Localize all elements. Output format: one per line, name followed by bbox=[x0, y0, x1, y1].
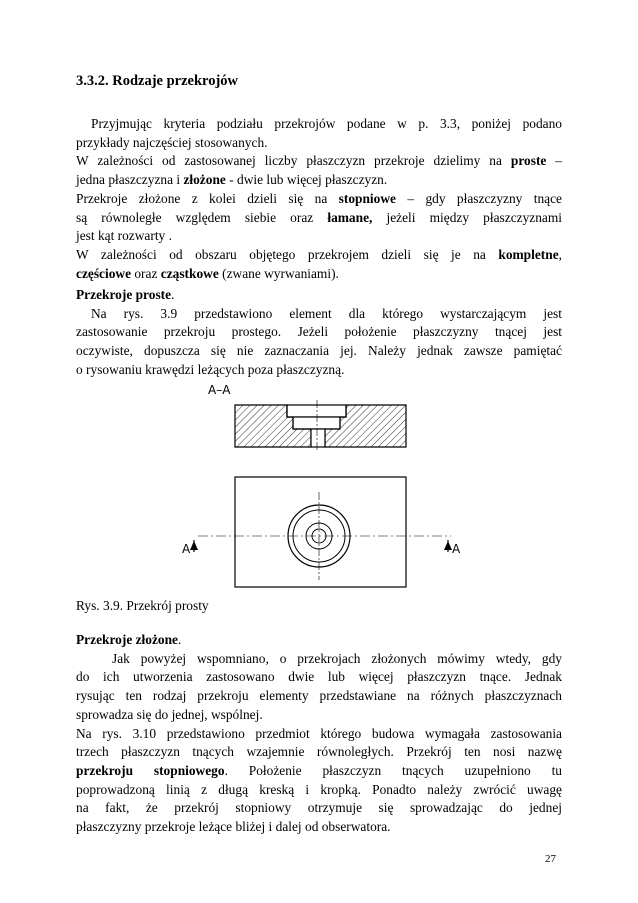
section-label: A–A bbox=[208, 383, 231, 397]
subheading-zlozone: Przekroje złożone. bbox=[76, 632, 182, 647]
text-line: przekroju stopniowego. Położenie płaszczyzn tnących uzupełniono tu bbox=[76, 762, 563, 778]
figure-caption: Rys. 3.9. Przekrój prosty bbox=[76, 598, 209, 613]
section-drawing bbox=[176, 380, 466, 590]
term-lamane: łamane, bbox=[327, 209, 373, 225]
text-line: są równoległe względem siebie oraz łamane, jeżeli między płaszczyznami bbox=[76, 209, 562, 225]
subheading-proste: Przekroje proste. bbox=[76, 287, 175, 302]
text-line: rysując ten rodzaj przekroju elementy przedstawiane na różnych płaszczyznach bbox=[76, 688, 562, 704]
text-line: Przyjmując kryteria podziału przekrojów podane w p. 3.3, poniżej podano bbox=[91, 116, 562, 131]
section-view bbox=[235, 400, 406, 452]
plan-view bbox=[198, 477, 451, 587]
text-line: na fakt, że przekrój stopniowy otrzymuje się sprowadzając do jednej bbox=[76, 800, 562, 816]
text-line: o rysowaniu krawędzi leżących poza płaszczyzną. bbox=[76, 361, 345, 377]
text-line: częściowe oraz cząstkowe (zwane wyrwaniami). bbox=[76, 265, 339, 281]
text-line: płaszczyzny przekroje leżące bliżej i dalej od obserwatora. bbox=[76, 819, 391, 835]
text-line: Na rys. 3.10 przedstawiono przedmiot którego budowa wymagała zastosowania bbox=[76, 725, 562, 741]
text-line: do ich utworzenia zastosowano dwie lub więcej płaszczyzn tnące. Jednak bbox=[76, 669, 562, 685]
term-czesciowe: częściowe bbox=[76, 265, 132, 281]
text-line: oczywiste, dopuszcza się nie zaznaczania jej. Należy jednak zawsze pamiętać bbox=[76, 343, 562, 359]
intro-paragraph bbox=[76, 115, 562, 283]
term-stopniowe: stopniowe bbox=[338, 190, 396, 206]
cutting-plane-marker-left bbox=[182, 540, 198, 556]
text-line: trzech płaszczyzn tnących wzajemnie równoległych. Przekrój ten nosi nazwę bbox=[76, 744, 562, 760]
term-przekroju-stopniowego: przekroju stopniowego bbox=[76, 762, 225, 778]
term-zlozone: złożone bbox=[183, 172, 226, 188]
simple-sections-paragraph bbox=[76, 286, 562, 380]
term-kompletne: kompletne bbox=[498, 246, 559, 262]
text-line: sprowadza się do jednej, wspólnej. bbox=[76, 706, 263, 722]
text-line: Na rys. 3.9 przedstawiono element dla którego wystarczającym jest bbox=[91, 305, 562, 321]
page-number: 27 bbox=[545, 853, 556, 865]
svg-text:A: A bbox=[452, 542, 461, 556]
svg-text:A: A bbox=[182, 542, 191, 556]
text-line: Jak powyżej wspomniano, o przekrojach złożonych mówimy wtedy, gdy bbox=[112, 650, 562, 666]
text-line: W zależności od obszaru objętego przekrojem dzieli się je na kompletne, bbox=[76, 246, 562, 262]
text-line: jest kąt rozwarty . bbox=[76, 228, 172, 244]
text-line: poprowadzoną linią z długą kreską i kropką. Ponadto należy zwrócić uwagę bbox=[76, 781, 562, 797]
text-line: jedna płaszczyzna i złożone - dwie lub więcej płaszczyzn. bbox=[76, 172, 388, 188]
text-line: Przekroje złożone z kolei dzieli się na stopniowe – gdy płaszczyzny tnące bbox=[76, 190, 562, 206]
text-line: W zależności od zastosowanej liczby płaszczyzn przekroje dzielimy na proste – bbox=[76, 153, 562, 169]
text-line: przykłady najczęściej stosowanych. bbox=[76, 134, 268, 150]
term-czastkowe: cząstkowe bbox=[160, 265, 219, 281]
section-heading: 3.3.2. Rodzaje przekrojów bbox=[76, 73, 239, 89]
complex-sections-paragraph bbox=[76, 631, 562, 837]
text-line: zastosowanie przekroju prostego. Jeżeli położenie płaszczyzny tnącej jest bbox=[76, 324, 562, 340]
term-proste: proste bbox=[510, 153, 547, 169]
cutting-plane-marker-right bbox=[444, 540, 461, 556]
